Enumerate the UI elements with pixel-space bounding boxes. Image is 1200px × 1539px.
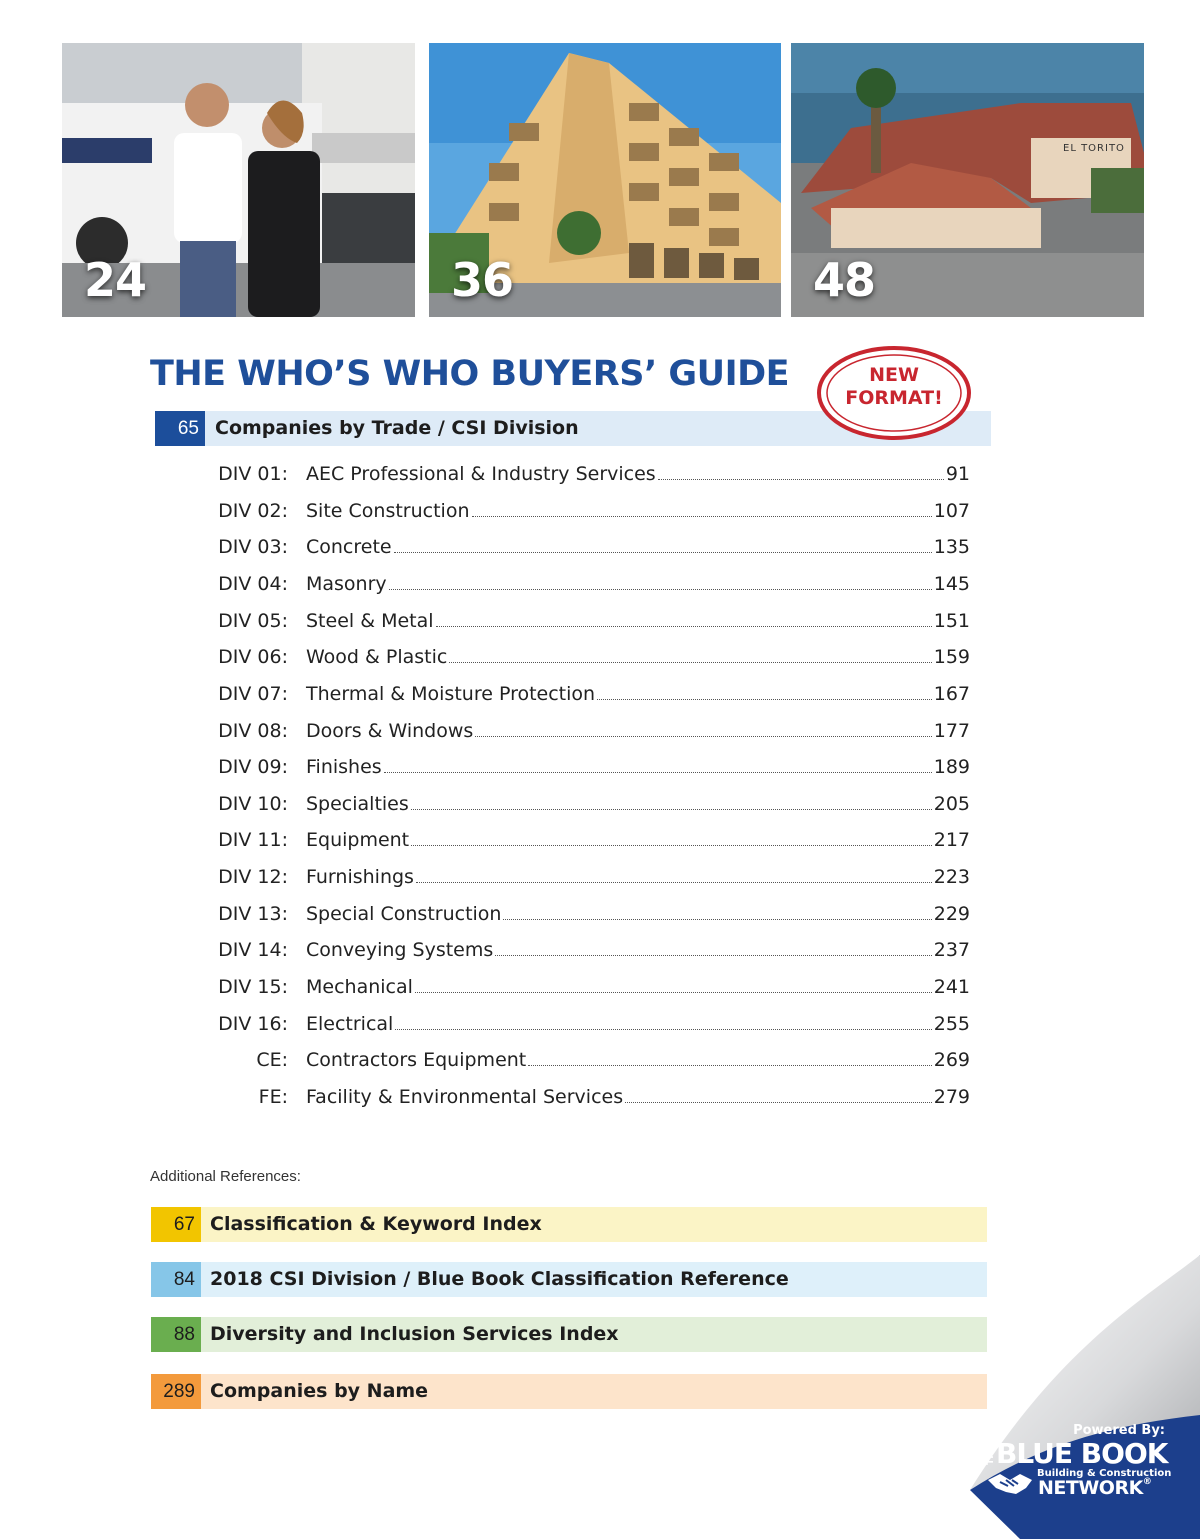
division-page[interactable]: 177 bbox=[933, 720, 970, 742]
leader-dots bbox=[528, 1045, 931, 1066]
toc-row[interactable] bbox=[0, 752, 1200, 782]
division-code: DIV 12: bbox=[218, 866, 288, 888]
division-page[interactable]: 279 bbox=[933, 1086, 970, 1108]
division-title[interactable]: Site Construction bbox=[306, 500, 470, 522]
main-section-label[interactable]: Companies by Trade / CSI Division bbox=[215, 417, 579, 439]
division-page[interactable]: 167 bbox=[933, 683, 970, 705]
division-code: DIV 16: bbox=[218, 1013, 288, 1035]
photo-apartment-building bbox=[429, 43, 781, 317]
toc-row[interactable] bbox=[0, 1009, 1200, 1039]
division-title[interactable]: Contractors Equipment bbox=[306, 1049, 527, 1071]
division-title[interactable]: Equipment bbox=[306, 829, 410, 851]
leader-dots bbox=[415, 972, 932, 993]
reference-bar-diversity-index[interactable] bbox=[151, 1317, 987, 1352]
stamp-text bbox=[815, 364, 973, 410]
logo-registered-mark: ® bbox=[1142, 1477, 1152, 1487]
reference-label[interactable]: Classification & Keyword Index bbox=[210, 1213, 542, 1235]
photo-restaurant-aerial bbox=[791, 43, 1144, 317]
division-code: DIV 10: bbox=[218, 793, 288, 815]
leader-dots bbox=[394, 532, 932, 553]
restaurant-sign-text: EL TORITO bbox=[1063, 143, 1125, 154]
division-code: FE: bbox=[258, 1086, 288, 1108]
additional-references-label: Additional References: bbox=[150, 1168, 301, 1185]
division-title[interactable]: AEC Professional & Industry Services bbox=[306, 463, 656, 485]
leader-dots bbox=[416, 862, 932, 883]
division-title[interactable]: Steel & Metal bbox=[306, 610, 434, 632]
powered-by-label: Powered By: bbox=[1073, 1423, 1165, 1438]
logo-network bbox=[1038, 1477, 1151, 1499]
leader-dots bbox=[625, 1082, 932, 1103]
division-code: CE: bbox=[256, 1049, 288, 1071]
division-code: DIV 04: bbox=[218, 573, 288, 595]
guide-title: THE WHO’S WHO BUYERS’ GUIDE bbox=[150, 354, 790, 394]
toc-row[interactable] bbox=[0, 606, 1200, 636]
toc-row[interactable] bbox=[0, 1082, 1200, 1112]
division-title[interactable]: Mechanical bbox=[306, 976, 413, 998]
new-format-stamp bbox=[815, 344, 973, 442]
division-page[interactable]: 237 bbox=[933, 939, 970, 961]
toc-row[interactable] bbox=[0, 899, 1200, 929]
logo-network-word: NETWORK bbox=[1038, 1477, 1143, 1499]
main-section-page[interactable]: 65 bbox=[155, 411, 205, 446]
division-page[interactable]: 107 bbox=[933, 500, 970, 522]
toc-row[interactable] bbox=[0, 935, 1200, 965]
division-title[interactable]: Thermal & Moisture Protection bbox=[306, 683, 596, 705]
division-code: DIV 03: bbox=[218, 536, 288, 558]
division-page[interactable]: 223 bbox=[933, 866, 970, 888]
toc-row[interactable] bbox=[0, 496, 1200, 526]
division-title[interactable]: Finishes bbox=[306, 756, 382, 778]
division-page[interactable]: 241 bbox=[933, 976, 970, 998]
reference-bar-csi-classification[interactable] bbox=[151, 1262, 987, 1297]
leader-dots bbox=[411, 825, 932, 846]
division-page[interactable]: 205 bbox=[933, 793, 970, 815]
stamp-line2: FORMAT! bbox=[845, 387, 943, 409]
leader-dots bbox=[384, 752, 932, 773]
toc-row[interactable] bbox=[0, 459, 1200, 489]
division-code: DIV 14: bbox=[218, 939, 288, 961]
division-title[interactable]: Doors & Windows bbox=[306, 720, 474, 742]
page-number-24[interactable]: 24 bbox=[84, 253, 147, 307]
division-code: DIV 01: bbox=[218, 463, 288, 485]
division-page[interactable]: 135 bbox=[933, 536, 970, 558]
toc-row[interactable] bbox=[0, 679, 1200, 709]
division-title[interactable]: Wood & Plastic bbox=[306, 646, 448, 668]
division-page[interactable]: 91 bbox=[945, 463, 970, 485]
toc-row[interactable] bbox=[0, 532, 1200, 562]
reference-label[interactable]: 2018 CSI Division / Blue Book Classification Reference bbox=[210, 1268, 789, 1290]
division-page[interactable]: 159 bbox=[933, 646, 970, 668]
division-page[interactable]: 189 bbox=[933, 756, 970, 778]
division-page[interactable]: 217 bbox=[933, 829, 970, 851]
division-title[interactable]: Masonry bbox=[306, 573, 387, 595]
division-code: DIV 02: bbox=[218, 500, 288, 522]
logo-subtitle: Building & Construction bbox=[1037, 1468, 1172, 1479]
division-title[interactable]: Conveying Systems bbox=[306, 939, 494, 961]
division-page[interactable]: 269 bbox=[933, 1049, 970, 1071]
division-title[interactable]: Facility & Environmental Services bbox=[306, 1086, 624, 1108]
toc-row[interactable] bbox=[0, 789, 1200, 819]
division-code: DIV 11: bbox=[218, 829, 288, 851]
leader-dots bbox=[472, 496, 932, 517]
division-code: DIV 09: bbox=[218, 756, 288, 778]
division-code: DIV 08: bbox=[218, 720, 288, 742]
toc-row[interactable] bbox=[0, 642, 1200, 672]
reference-page[interactable]: 289 bbox=[151, 1374, 201, 1409]
reference-bar-keyword-index[interactable] bbox=[151, 1207, 987, 1242]
leader-dots bbox=[503, 899, 931, 920]
handshake-icon bbox=[986, 1468, 1034, 1498]
reference-bar-companies-by-name[interactable] bbox=[151, 1374, 987, 1409]
reference-label[interactable]: Diversity and Inclusion Services Index bbox=[210, 1323, 619, 1345]
reference-label[interactable]: Companies by Name bbox=[210, 1380, 429, 1402]
leader-dots bbox=[449, 642, 931, 663]
division-code: DIV 07: bbox=[218, 683, 288, 705]
toc-row[interactable] bbox=[0, 972, 1200, 1002]
leader-dots bbox=[389, 569, 932, 590]
page-number-36[interactable]: 36 bbox=[451, 253, 514, 307]
leader-dots bbox=[495, 935, 931, 956]
division-code: DIV 15: bbox=[218, 976, 288, 998]
division-page[interactable]: 151 bbox=[933, 610, 970, 632]
reference-page[interactable]: 67 bbox=[151, 1207, 201, 1242]
logo-the: THE bbox=[986, 1445, 996, 1465]
toc-row[interactable] bbox=[0, 862, 1200, 892]
leader-dots bbox=[658, 459, 944, 480]
toc-row[interactable] bbox=[0, 569, 1200, 599]
division-code: DIV 05: bbox=[218, 610, 288, 632]
leader-dots bbox=[411, 789, 932, 810]
toc-row[interactable] bbox=[0, 825, 1200, 855]
leader-dots bbox=[395, 1009, 931, 1030]
stamp-line1: NEW bbox=[869, 364, 919, 386]
toc-row[interactable] bbox=[0, 716, 1200, 746]
division-code: DIV 06: bbox=[218, 646, 288, 668]
photo-couple-truck bbox=[62, 43, 415, 317]
reference-page[interactable]: 84 bbox=[151, 1262, 201, 1297]
leader-dots bbox=[475, 716, 931, 737]
page-number-48[interactable]: 48 bbox=[813, 253, 876, 307]
division-title[interactable]: Concrete bbox=[306, 536, 392, 558]
blue-book-logo[interactable] bbox=[986, 1437, 1167, 1470]
leader-dots bbox=[597, 679, 932, 700]
division-code: DIV 13: bbox=[218, 903, 288, 925]
division-page[interactable]: 255 bbox=[933, 1013, 970, 1035]
reference-page[interactable]: 88 bbox=[151, 1317, 201, 1352]
division-title[interactable]: Special Construction bbox=[306, 903, 502, 925]
division-title[interactable]: Specialties bbox=[306, 793, 409, 815]
division-page[interactable]: 229 bbox=[933, 903, 970, 925]
division-page[interactable]: 145 bbox=[933, 573, 970, 595]
toc-row[interactable] bbox=[0, 1045, 1200, 1075]
division-title[interactable]: Furnishings bbox=[306, 866, 414, 888]
logo-name: BLUE BOOK bbox=[996, 1437, 1168, 1470]
leader-dots bbox=[436, 606, 932, 627]
division-title[interactable]: Electrical bbox=[306, 1013, 394, 1035]
